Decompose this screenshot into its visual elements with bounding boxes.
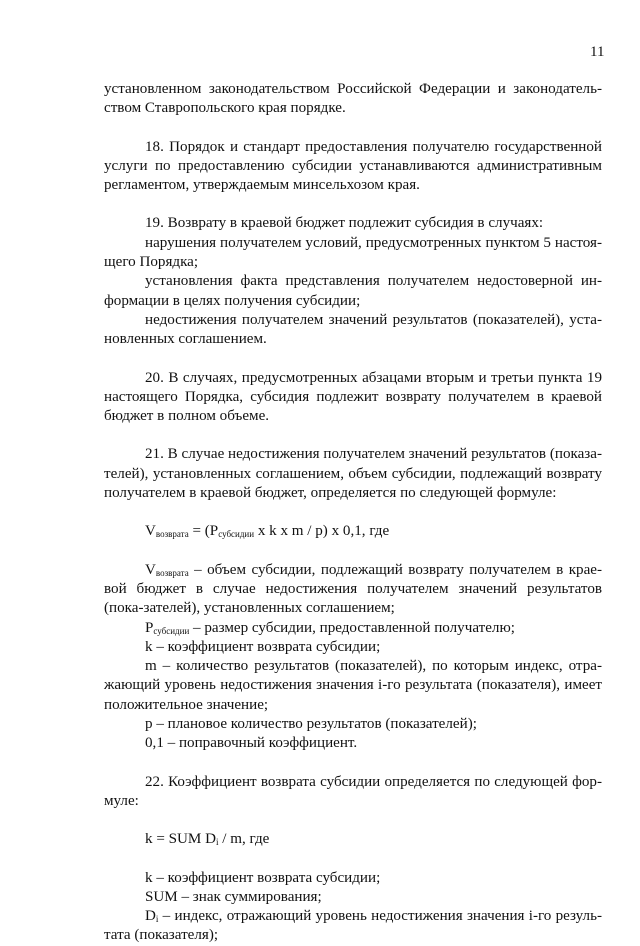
formula-refund-coefficient: k = SUM $D_i$ / m, где — [145, 831, 270, 848]
page-number: 11 — [590, 44, 605, 60]
definition2-sum: SUM – знак суммирования; — [145, 888, 322, 905]
formula-refund-volume: $V_{возврата} = (P_{субсидии}$ x k x m / p) x 0,1, где — [145, 523, 390, 540]
paragraph-19: 19. Возврату в краевой бюджет подлежит субсидия в случаях: — [145, 215, 544, 232]
definition-v-refund: $V_{возврата}$ – объем субсидии, подлежащий возврату получателем в крае-вой бюджет в случае недостижения получателем значений результатов (пока-зателей), установленных соглашением; — [104, 561, 602, 617]
definition-p-subsidy: $P_{субсидии}$ – размер субсидии, предоставленной получателю; — [145, 619, 515, 636]
definition-m: m – количество результатов (показателей), по которым индекс, отра-жающий уровень недостижения значения i-го результата (показателя), имеет положительное значение; — [104, 658, 602, 713]
definition-p-planned: p – плановое количество результатов (показателей); — [145, 716, 477, 733]
definition-k: k – коэффициент возврата субсидии; — [145, 638, 381, 655]
paragraph-20: 20. В случаях, предусмотренных абзацами вторым и третьи пункта 19 настоящего Порядка, субсидия подлежит возврату получателем в краевой бюджет в полном объеме. — [104, 369, 602, 425]
paragraph-22: 22. Коэффициент возврата субсидии определяется по следующей фор-муле: — [104, 773, 602, 809]
document-body — [104, 80, 602, 946]
paragraph-21: 21. В случае недостижения получателем значений результатов (показа-телей), установленных соглашением, объем субсидии, подлежащий возврату получателем в краевой бюджет, определяется по следующей формуле: — [104, 446, 602, 502]
paragraph-19-item-c: недостижения получателем значений результатов (показателей), уста-новленных соглашением. — [104, 311, 602, 348]
definition-correction-factor: 0,1 – поправочный коэффициент. — [145, 735, 358, 752]
paragraph-19-item-b: установления факта представления получателем недостоверной ин-формации в целях получения субсидии; — [104, 273, 602, 309]
definition2-d-index: $D_i$ – индекс, отражающий уровень недостижения значения i-го резуль-тата (показателя); — [104, 908, 602, 944]
definition2-k: k – коэффициент возврата субсидии; — [145, 869, 381, 886]
paragraph-intro: установленном законодательством Российской Федерации и законодатель-ством Ставропольского края порядке. — [104, 81, 602, 117]
paragraph-19-item-a: нарушения получателем условий, предусмотренных пунктом 5 настоя-щего Порядка; — [104, 234, 602, 271]
paragraph-18: 18. Порядок и стандарт предоставления получателю государственной услуги по предоставлению субсидии устанавливаются административным регламентом, утверждаемым минсельхозом края. — [104, 138, 602, 194]
